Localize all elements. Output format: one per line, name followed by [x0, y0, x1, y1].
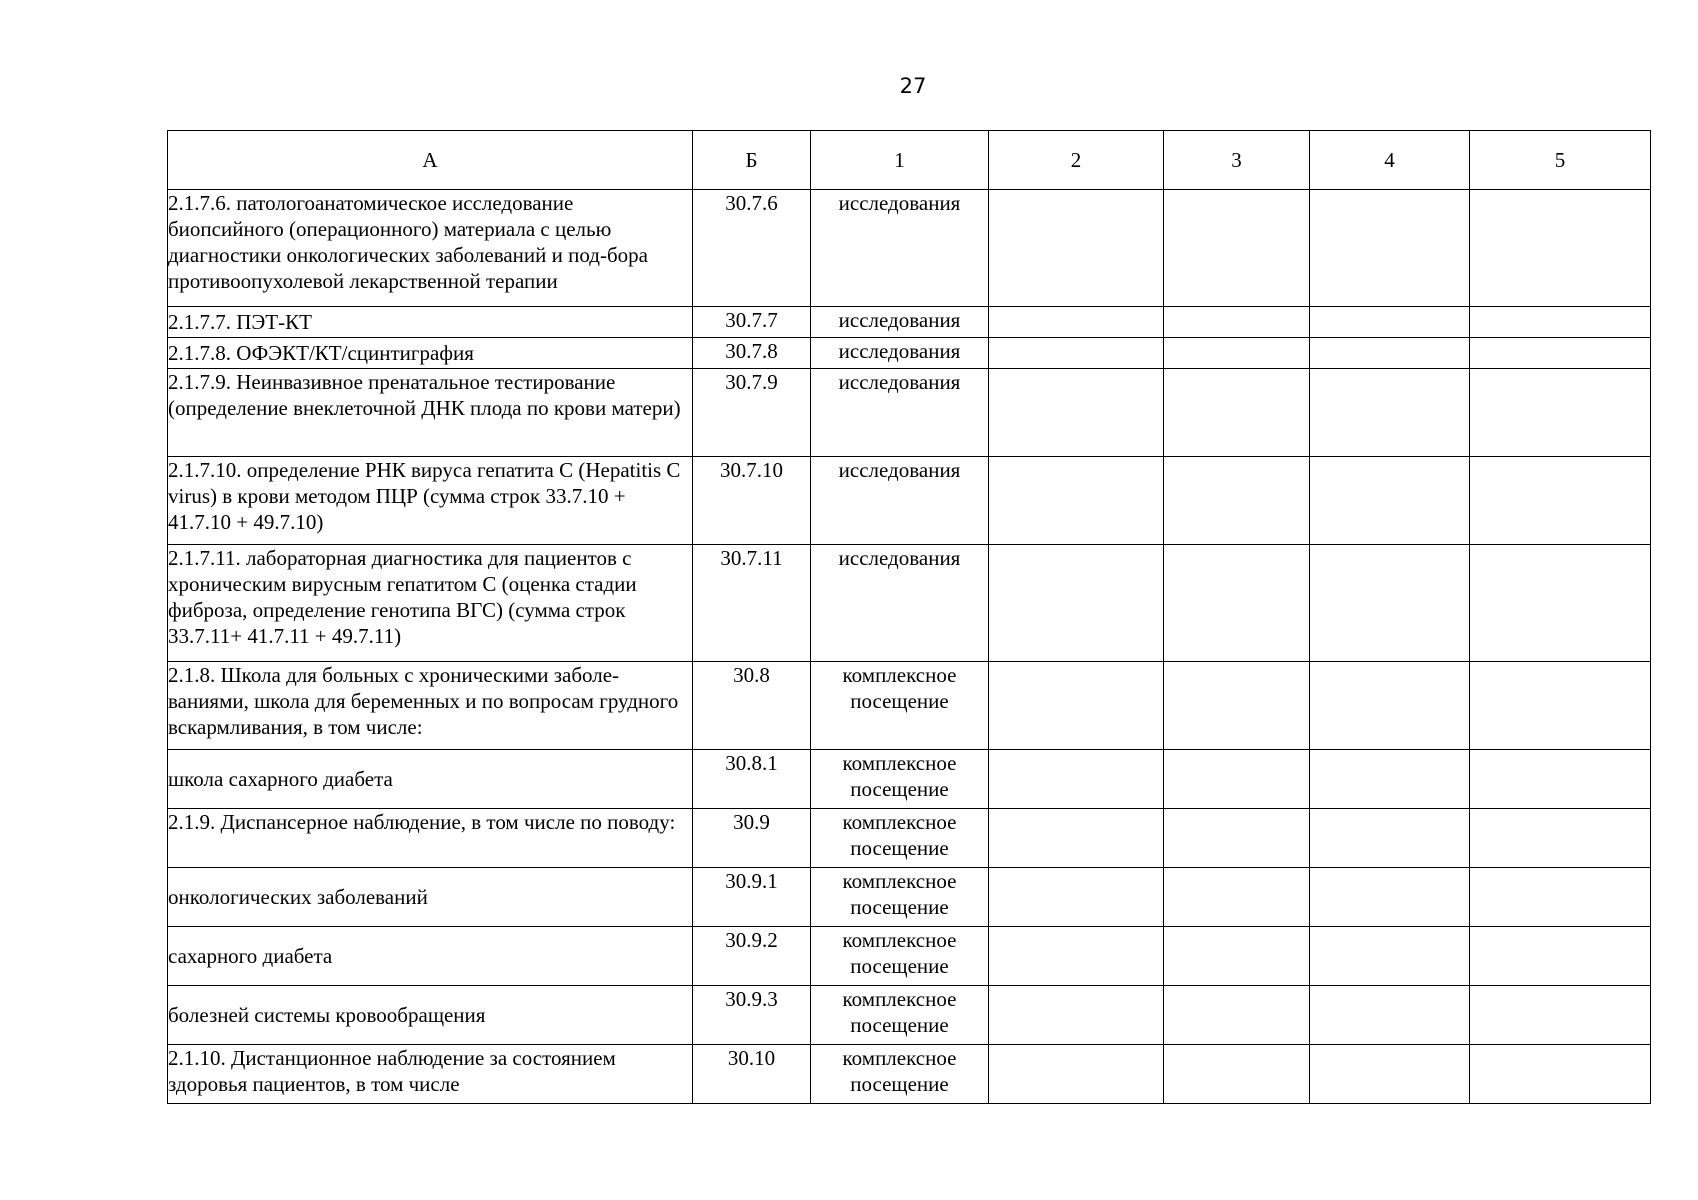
cell-col-3 [1164, 1045, 1310, 1104]
table-row [168, 662, 1651, 750]
cell-col-3 [1164, 369, 1310, 457]
column-header-5: 5 [1470, 131, 1651, 190]
cell-col-4 [1310, 809, 1470, 868]
row-unit: комплексное посещение [811, 927, 989, 986]
row-label: 2.1.7.8. ОФЭКТ/КТ/сцинтиграфия [168, 338, 693, 369]
cell-col-5 [1470, 307, 1651, 338]
cell-col-2 [989, 662, 1164, 750]
cell-col-2 [989, 338, 1164, 369]
row-code: 30.9 [693, 809, 811, 868]
row-unit: комплексное посещение [811, 1045, 989, 1104]
cell-col-4 [1310, 927, 1470, 986]
cell-col-4 [1310, 369, 1470, 457]
row-label: сахарного диабета [168, 927, 693, 986]
row-unit: исследования [811, 190, 989, 307]
cell-col-4 [1310, 338, 1470, 369]
table-row [168, 338, 1651, 369]
cell-col-5 [1470, 868, 1651, 927]
row-unit: комплексное посещение [811, 750, 989, 809]
row-label: болезней системы кровообращения [168, 986, 693, 1045]
table-row [168, 1045, 1651, 1104]
cell-col-2 [989, 545, 1164, 662]
row-code: 30.7.6 [693, 190, 811, 307]
cell-col-5 [1470, 1045, 1651, 1104]
row-code: 30.8.1 [693, 750, 811, 809]
cell-col-3 [1164, 662, 1310, 750]
row-label: 2.1.7.9. Неинвазивное пренатальное тестирование (определение внеклеточной ДНК плода по крови матери) [168, 369, 693, 457]
row-code: 30.9.2 [693, 927, 811, 986]
cell-col-3 [1164, 338, 1310, 369]
cell-col-3 [1164, 927, 1310, 986]
row-unit: комплексное посещение [811, 662, 989, 750]
table-row [168, 809, 1651, 868]
cell-col-2 [989, 927, 1164, 986]
row-unit: исследования [811, 338, 989, 369]
table-row [168, 307, 1651, 338]
cell-col-3 [1164, 868, 1310, 927]
row-code: 30.7.10 [693, 457, 811, 545]
cell-col-4 [1310, 545, 1470, 662]
table-row [168, 750, 1651, 809]
cell-col-4 [1310, 750, 1470, 809]
cell-col-3 [1164, 750, 1310, 809]
cell-col-3 [1164, 545, 1310, 662]
row-label: 2.1.8. Школа для больных с хроническими заболе-ваниями, школа для беременных и по вопросам грудного вскармливания, в том числе: [168, 662, 693, 750]
cell-col-3 [1164, 190, 1310, 307]
row-unit: комплексное посещение [811, 868, 989, 927]
cell-col-3 [1164, 457, 1310, 545]
table-row [168, 868, 1651, 927]
row-unit: комплексное посещение [811, 986, 989, 1045]
table-row [168, 545, 1651, 662]
cell-col-4 [1310, 662, 1470, 750]
table-row [168, 457, 1651, 545]
row-unit: исследования [811, 307, 989, 338]
row-label: 2.1.9. Диспансерное наблюдение, в том числе по поводу: [168, 809, 693, 868]
row-label: онкологических заболеваний [168, 868, 693, 927]
cell-col-2 [989, 1045, 1164, 1104]
cell-col-5 [1470, 190, 1651, 307]
cell-col-2 [989, 457, 1164, 545]
cell-col-4 [1310, 307, 1470, 338]
cell-col-4 [1310, 868, 1470, 927]
cell-col-2 [989, 809, 1164, 868]
cell-col-5 [1470, 457, 1651, 545]
table-row [168, 986, 1651, 1045]
table-row [168, 190, 1651, 307]
cell-col-5 [1470, 809, 1651, 868]
row-code: 30.7.7 [693, 307, 811, 338]
cell-col-5 [1470, 986, 1651, 1045]
row-unit: комплексное посещение [811, 809, 989, 868]
cell-col-4 [1310, 190, 1470, 307]
column-header-4: 4 [1310, 131, 1470, 190]
cell-col-3 [1164, 986, 1310, 1045]
cell-col-5 [1470, 662, 1651, 750]
cell-col-3 [1164, 307, 1310, 338]
cell-col-2 [989, 190, 1164, 307]
cell-col-4 [1310, 457, 1470, 545]
cell-col-5 [1470, 545, 1651, 662]
table-row [168, 927, 1651, 986]
cell-col-5 [1470, 750, 1651, 809]
cell-col-2 [989, 868, 1164, 927]
row-code: 30.10 [693, 1045, 811, 1104]
column-header-1: 1 [811, 131, 989, 190]
table-row [168, 369, 1651, 457]
column-header-a: А [168, 131, 693, 190]
column-header-b: Б [693, 131, 811, 190]
cell-col-2 [989, 369, 1164, 457]
row-label: 2.1.7.6. патологоанатомическое исследование биопсийного (операционного) материала с целью диагностики онкологических заболеваний и под-бора противоопухолевой лекарственной терапии [168, 190, 693, 307]
row-unit: исследования [811, 369, 989, 457]
row-code: 30.7.9 [693, 369, 811, 457]
report-table [167, 130, 1651, 1104]
cell-col-2 [989, 750, 1164, 809]
cell-col-5 [1470, 927, 1651, 986]
row-code: 30.7.11 [693, 545, 811, 662]
row-code: 30.7.8 [693, 338, 811, 369]
cell-col-5 [1470, 338, 1651, 369]
row-code: 30.9.3 [693, 986, 811, 1045]
row-label: школа сахарного диабета [168, 750, 693, 809]
cell-col-5 [1470, 369, 1651, 457]
cell-col-2 [989, 307, 1164, 338]
cell-col-2 [989, 986, 1164, 1045]
cell-col-4 [1310, 1045, 1470, 1104]
row-label: 2.1.7.10. определение РНК вируса гепатита С (Hepatitis C virus) в крови методом ПЦР (сумма строк 33.7.10 + 41.7.10 + 49.7.10) [168, 457, 693, 545]
cell-col-3 [1164, 809, 1310, 868]
column-header-2: 2 [989, 131, 1164, 190]
row-unit: исследования [811, 457, 989, 545]
row-label: 2.1.7.11. лабораторная диагностика для пациентов с хроническим вирусным гепатитом С (оценка стадии фиброза, определение генотипа ВГС) (сумма строк 33.7.11+ 41.7.11 + 49.7.11) [168, 545, 693, 662]
header-row [168, 131, 1651, 190]
column-header-3: 3 [1164, 131, 1310, 190]
row-label: 2.1.7.7. ПЭТ-КТ [168, 307, 693, 338]
row-code: 30.9.1 [693, 868, 811, 927]
row-label: 2.1.10. Дистанционное наблюдение за состоянием здоровья пациентов, в том числе [168, 1045, 693, 1104]
row-code: 30.8 [693, 662, 811, 750]
cell-col-4 [1310, 986, 1470, 1045]
page-number: 27 [899, 74, 927, 98]
row-unit: исследования [811, 545, 989, 662]
